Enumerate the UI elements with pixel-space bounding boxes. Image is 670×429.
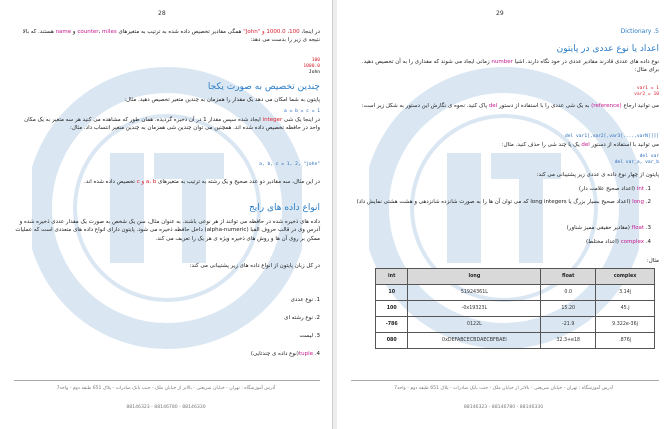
footer-divider bbox=[351, 380, 659, 381]
table-cell: -786 bbox=[376, 317, 408, 333]
numeric-type-int: 1. int (اعداد صحیح علامت دار) bbox=[578, 186, 651, 192]
table-cell: 100 bbox=[376, 301, 408, 317]
numeric-types-table bbox=[375, 268, 655, 349]
code-block-3: del var del var_a, var_b bbox=[614, 154, 659, 165]
multi-paragraph-2: در اینجا یک شی integer ایجاد شده سپس مقدار 1 در آن ذخیره گردیده. همان طور که مشاهده می کنید هر سه متغیر به یک مکان واحد در حافظه تخصیص داده شده اند. همچنین می توان چندین شی همزمان به چندین متغیر انتساب داد. مثال: bbox=[24, 117, 320, 132]
table-cell: 0.0 bbox=[541, 285, 596, 301]
code-block-2: del var1[,var2[,var3[....,varN]]]] bbox=[564, 134, 659, 139]
table-header: long bbox=[408, 269, 541, 285]
heading-multiple-assignment: چندین تخصیص به صورت یکجا bbox=[207, 82, 320, 92]
table-header: int bbox=[376, 269, 408, 285]
table-row bbox=[376, 301, 655, 317]
table-cell: 15.20 bbox=[541, 301, 596, 317]
heading-numbers: اعداد یا نوع عددی در پایتون bbox=[556, 44, 659, 54]
numbers-paragraph-3: می توانید با استفاده از دستور del یک یا چند شی را حذف کنید. مثال: bbox=[501, 142, 659, 148]
right-page bbox=[337, 0, 670, 429]
table-header: complex bbox=[596, 269, 655, 285]
left-page bbox=[0, 0, 333, 429]
footer-address: آدرس آموزشگاه : تهران - خیابان شریعتی - بالاتر از خیابان ملک - جنب بانک صادرات - پلاک 651 طبقه دوم - واحد7 bbox=[394, 386, 613, 391]
code-line-2: a, b, c = 1, 2, "john" bbox=[259, 162, 320, 167]
numbers-paragraph-2: می توانید ارجاع (reference) به یک شی عددی را با استفاده از دستور del پاک کنید. نحوه ی نگارش این دستور به شکل زیر است: bbox=[361, 103, 659, 109]
numeric-type-float: 3. float (مقادیر حقیقی ممیز شناور) bbox=[566, 225, 651, 231]
table-header-row bbox=[376, 269, 655, 285]
table-cell: 0xDEFABCECBDAECBFBAEl bbox=[408, 333, 541, 349]
table-cell: 45.j bbox=[596, 301, 655, 317]
footer-phones: 88146323 - 88146780 - 88146330 bbox=[463, 405, 544, 410]
footer-phones: 88146323 - 88146780 - 88146330 bbox=[126, 405, 206, 410]
table-row bbox=[376, 317, 655, 333]
table-header: float bbox=[541, 269, 596, 285]
table-cell: 10 bbox=[376, 285, 408, 301]
section-label: Dictionary .5 bbox=[620, 28, 659, 35]
example-label: مثال: bbox=[646, 258, 659, 264]
numeric-types-intro: پایتون از چهار نوع داده ی عددی زیر پشتیبانی می کند: bbox=[536, 172, 659, 178]
table-cell: 9.322e-36j bbox=[596, 317, 655, 333]
intro-paragraph: در اینجا، 100، 1000.0 و "John" همگی مقادیر تخصیص داده شده به ترتیب به متغیرهای counter، miles و name هستند. که بالا نتیجه ی زیر را بدست می دهد: bbox=[22, 29, 320, 44]
table-cell: -21.9 bbox=[541, 317, 596, 333]
heading-data-types: انواع داده های رایج bbox=[248, 203, 320, 213]
table-row bbox=[376, 285, 655, 301]
numbers-paragraph-1: نوع داده های عددی قادرند مقادیر عددی در خود نگاه دارند. اشیا number زمانی ایجاد می شوند که مقداری را به آن تخصیص دهید. برای مثال: bbox=[361, 59, 659, 74]
footer-divider bbox=[14, 380, 320, 381]
types-paragraph: داده های ذخیره شده در حافظه می توانند از هر نوعی باشند. به عنوان مثال، سن یک شخص به صورت یک مقدار عددی ذخیره شده و آدرس وی در قالب حروف الفبا (alpha-numeric) داخل حافظه ذخیره می شود. پایتون دارای انواع داده های متعددی است که عملیات ممکن بر روی آن ها و روش های ذخیره ویژه ی هر یک را تعریف می کند. bbox=[15, 219, 320, 242]
page-number: 28 bbox=[158, 10, 166, 17]
page-number: 29 bbox=[496, 10, 504, 17]
multi-paragraph-3: در این مثال، سه مقادیر دو عدد صحیح و یک رشته به ترتیب به متغیرهای a، b و c تخصیص داده شده اند. bbox=[84, 179, 320, 185]
multi-paragraph-1: پایتون به شما امکان می دهد یک مقدار را همزمان به چندین متغیر تخصیص دهید. مثال: bbox=[124, 97, 320, 103]
table-cell: .876j bbox=[596, 333, 655, 349]
footer-address: آدرس آموزشگاه : تهران - خیابان شریعتی - بالاتر از خیابان ملک - جنب بانک صادرات - پلاک 651 طبقه دوم - واحد7 bbox=[56, 386, 276, 391]
types-list-item-2: 2. نوع رشته ای bbox=[284, 315, 320, 321]
code-line-1: a = b = c = 1 bbox=[284, 109, 320, 114]
numeric-type-long: 2. long (اعداد صحیح بسیار بزرگ یا long integers که می توان آن ها را به صورت شانزده شانزدهی و هشت هشتی نمایش داد) bbox=[356, 199, 651, 205]
types-list-item-1: 1. نوع عددی bbox=[290, 297, 320, 303]
table-cell: 51924361L bbox=[408, 285, 541, 301]
types-intro: در کل زبان پایتون از انواع داده های زیر پشتیبانی می کند: bbox=[189, 263, 320, 269]
table-cell: 0122L bbox=[408, 317, 541, 333]
numeric-type-complex: 4. complex (اعداد مختلط) bbox=[586, 239, 651, 245]
table-cell: 32.3+e18 bbox=[541, 333, 596, 349]
types-list-item-4: 4. tuple(نوع داده ی چندتایی) bbox=[250, 351, 320, 357]
table-cell: -0x19323L bbox=[408, 301, 541, 317]
code-block-1: var1 = 1 var2 = 10 bbox=[634, 86, 659, 97]
table-cell: 3.14j bbox=[596, 285, 655, 301]
types-list-item-3: 3. لیست bbox=[299, 333, 320, 339]
table-cell: 080 bbox=[376, 333, 408, 349]
table-row bbox=[376, 333, 655, 349]
output-block: 100 1000.0 John bbox=[303, 58, 320, 75]
